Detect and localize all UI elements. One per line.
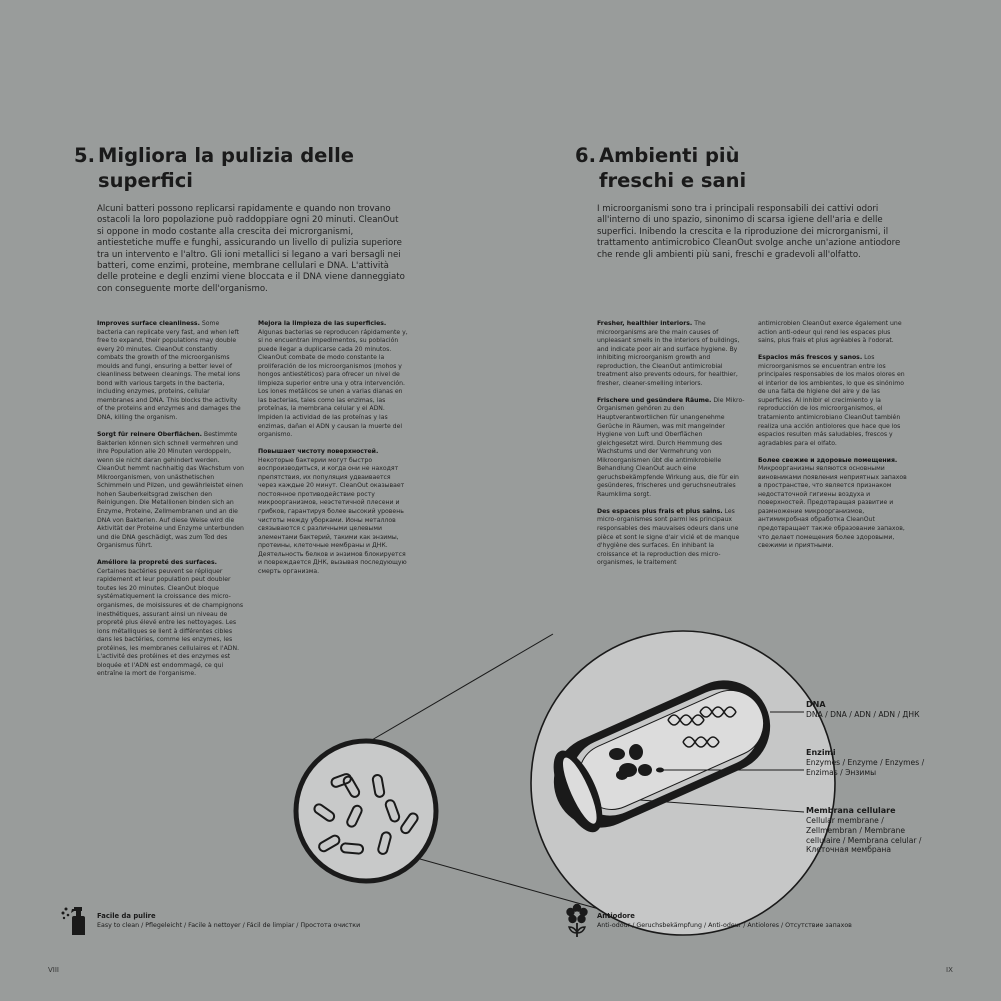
right-section-number: 6. <box>575 144 596 167</box>
right-footer <box>597 912 927 930</box>
paragraph-lead: Повышает чистоту поверхностей. <box>258 448 379 456</box>
paragraph-body: Микроорганизмы являются основными виновниками появления неприятных запахов в пространстве, что является признаком недостаточной гигиены воздуха и поверхностей. Предотвращая развитие и размножение микроорганизмов, антимикробная обработка CleanOut предотвращает также образование запахов, что делает помещения более здоровыми, свежими и приятными. <box>758 465 907 550</box>
paragraph-lead: Des espaces plus frais et plus sains. <box>597 507 723 515</box>
right-title-line1: Ambienti più <box>599 144 740 167</box>
right-intro-paragraph: I microorganismi sono tra i principali responsabili dei cattivi odori all'interno di uno spazio, sinonimo di scarsa igiene dell'aria e delle superfici. Inibendo la crescita e la riproduzione dei microrganismi, il trattamento antimicrobico CleanOut svolge anche un'azione antiodore che rende gli ambienti più sani, freschi e gradevoli all'olfatto. <box>597 204 901 260</box>
paragraph-lead: Frischere und gesündere Räume. <box>597 396 712 404</box>
paragraph-lead: Mejora la limpieza de las superficies. <box>258 320 387 327</box>
paragraph-body: Certaines bactéries peuvent se répliquer rapidement et leur population peut doubler toutes les 20 minutes. CleanOut bloque systématiquement la croissance des micro-organismes, de moisissures et de champignons inesthétiques, assurant ainsi un niveau de propreté plus élevé entre les nettoyages. Les ions métalliques se lient à différentes cibles dans les bactéries, comme les enzymes, les protéines, les membranes cellulaires et l'ADN. L'activité des protéines et des enzymes est bloquée et l'ADN est endommagé, ce qui entraîne la mort de l'organisme. <box>97 567 244 678</box>
legend-membrane-title: Membrana cellulare <box>806 806 896 815</box>
right-page-number: IX <box>946 966 953 974</box>
paragraph-body: Les micro-organismes sont parmi les principaux responsables des mauvaises odeurs dans une pièce et sont le signe d'air vicié et de manque d'hygiène des surfaces. En inhibant la croissance et la reproduction des micro-organismes, le traitement <box>597 507 740 567</box>
paragraph-lead: Améliore la propreté des surfaces. <box>97 559 217 567</box>
paragraph-body: Bestimmte Bakterien können sich schnell vermehren und ihre Population alle 20 Minuten verdoppeln, wenn sie nicht daran gehindert werden. CleanOut hemmt nachhaltig das Wachstum von Mikroorganismen, von unästhetischen Schimmeln und Pilzen, und gewährleistet einen hohen Sauberkeitsgrad zwischen den Reinigungen. Die Metallionen binden sich an Enzyme, Proteine, Zellmembranen und an die DNA von Bakterien. Auf diese Weise wird die Aktivität der Proteine und Enzyme unterbunden und die DNA geschädigt, was zum Tod des Organismus führt. <box>97 431 244 550</box>
flower-icon <box>565 903 589 939</box>
legend-enzymes-title: Enzimi <box>806 748 836 757</box>
paragraph-lead: Fresher, healthier interiors. <box>597 320 693 327</box>
paragraph-body: Algunas bacterias se reproducen rápidamente y, si no encuentran impedimentos, su población puede llegar a duplicarse cada 20 minutos. CleanOut combate de modo constante la proliferación de los microorganismos (mohos y hongos antiestéticos) para ofrecer un nivel de limpieza superior entre una y otra intervención. Los iones metálicos se unen a varias dianas en las bacterias, tales como las enzimas, las proteínas, la membrana celular y el ADN. Impiden la actividad de las proteínas y las enzimas, dañan el ADN y causan la muerte del organismo. <box>258 328 408 439</box>
paragraph-body: Some bacteria can replicate very fast, and when left free to expand, their populations may double every 20 minutes. CleanOut constantly combats the growth of the microorganisms moulds and fungi, ensuring a better level of cleanliness between cleanings. The metal ions bond with various targets in the bacteria, including enzymes, proteins, cellular membranes and DNA. This blocks the activity of the proteins and enzymes and damages the DNA, killing the organism. <box>97 320 241 422</box>
legend-dna <box>806 700 946 720</box>
legend-dna-title: DNA <box>806 700 826 709</box>
legend-membrane <box>806 806 924 855</box>
paragraph-body: Los microorganismos se encuentran entre los principales responsables de los malos olores en el interior de los ambientes, lo que es sinónimo de una falta de higiene del aire y de las superficies. Al inhibir el crecimiento y la reproducción de los microorganismos, el tratamiento antimicrobiano CleanOut también realiza una acción antiolores que hace que los espacios resulten más saludables, frescos y agradables para el olfato. <box>758 354 905 447</box>
paragraph-lead: Sorgt für reinere Oberflächen. <box>97 431 202 439</box>
left-footer-text: Easy to clean / Pflegeleicht / Facile à nettoyer / Fácil de limpiar / Простота очистки <box>97 922 361 929</box>
paragraph-lead: Более свежие и здоровые помещения. <box>758 456 898 464</box>
legend-membrane-text: Cellular membrane / Zellmembran / Membrane cellulaire / Membrana celular / Клеточная мембрана <box>806 816 922 855</box>
left-footer-title: Facile da pulire <box>97 912 156 920</box>
paragraph-body: Некоторые бактерии могут быстро воспроизводиться, и когда они не находят препятствия, их популяция удваивается через каждые 20 минут. CleanOut оказывает постоянное противодействие росту микроорганизмов, неэстетичной плесени и грибков, гарантируя более высокий уровень чистоты между уборками. Ионы металлов связываются с различными целевыми элементами бактерий, такими как энзимы, протеины, клеточные мембраны и ДНК. Деятельность белков и энзимов блокируется и повреждается ДНК, вызывая последующую смерть организма. <box>258 456 407 575</box>
left-section-number: 5. <box>74 144 95 167</box>
legend-enzymes <box>806 748 926 778</box>
paragraph-lead: Improves surface cleanliness. <box>97 320 200 327</box>
petri-dish-circle <box>296 741 436 881</box>
paragraph-body: Die Mikro-Organismen gehören zu den Hauptverantwortlichen für unangenehme Gerüche in Räumen, was mit mangelnder Hygiene von Luft und Oberflächen gleichgesetzt wird. Durch Hemmung des Wachstums und der Vermehrung von Mikroorganismen übt die antimikrobielle Behandlung CleanOut auch eine geruchsbekämpfende Wirkung aus, die für ein gesünderes, frischeres und geruchsneutrales Raumklima sorgt. <box>597 396 745 498</box>
left-intro-paragraph: Alcuni batteri possono replicarsi rapidamente e quando non trovano ostacoli la loro popolazione può raddoppiare ogni 20 minuti. CleanOut si oppone in modo costante alla crescita dei microrganismi, antiestetiche muffe e funghi, assicurando un livello di pulizia superiore tra un intervento e l'altro. Gli ioni metallici si legano a vari bersagli nei batteri, come enzimi, proteine, membrane cellulari e DNA. L'attività delle proteine e degli enzimi viene bloccata e il DNA viene danneggiato con conseguente morte dell'organismo. <box>97 204 405 294</box>
paragraph-body: The microorganisms are the main causes of unpleasant smells in the interiors of buildings, and indicate poor air and surface hygiene. By inhibiting microorganism growth and reproduction, the CleanOut antimicrobial treatment also prevents odours, for healthier, fresher, cleaner-smelling interiors. <box>597 320 740 387</box>
left-page-number: VIII <box>48 966 59 974</box>
right-title-line2: freschi e sani <box>599 169 747 192</box>
legend-dna-text: DNA / DNA / ADN / ADN / ДНК <box>806 710 920 719</box>
zoom-line-top <box>348 634 553 754</box>
left-title-line2: superfici <box>98 169 193 192</box>
paragraph-body: antimicrobien CleanOut exerce également une action anti-odeur qui rend les espaces plus sains, plus frais et plus agréables à l'odorat. <box>758 320 902 345</box>
left-title-line1: Migliora la pulizia delle <box>98 144 354 167</box>
right-footer-title: Antiodore <box>597 912 635 920</box>
paragraph-lead: Espacios más frescos y sanos. <box>758 354 863 362</box>
right-footer-text: Anti-odour / Geruchsbekämpfung / Anti-odeur / Antiolores / Отсутствие запахов <box>597 922 852 929</box>
legend-enzymes-text: Enzymes / Enzyme / Enzymes / Enzimas / Энзимы <box>806 758 925 777</box>
